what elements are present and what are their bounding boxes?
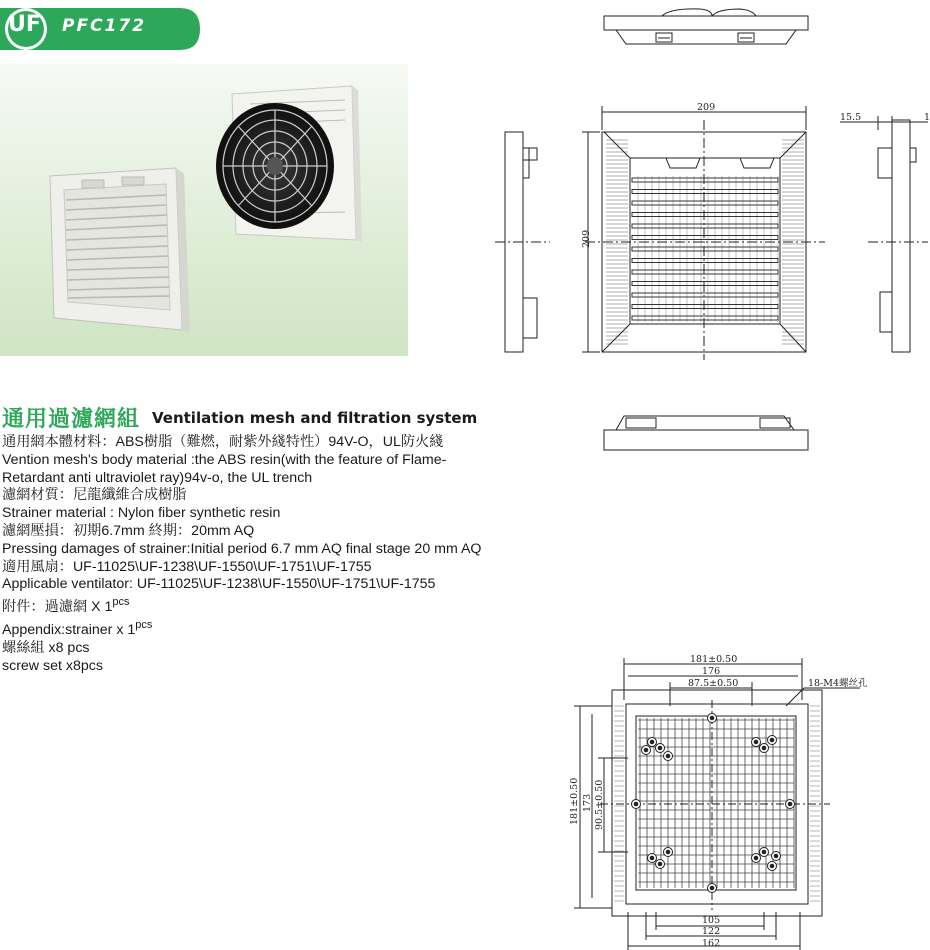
dim-cut-w-half: 87.5±0.50 — [688, 678, 739, 689]
left-side-drawing — [495, 132, 550, 352]
brand-logo: UF — [8, 12, 41, 37]
dim-cut-w176: 176 — [702, 666, 721, 677]
spec-line: Strainer material : Nylon fiber synthetic resin — [2, 505, 281, 522]
dim-cut-b105: 105 — [702, 915, 721, 926]
right-side-drawing — [840, 116, 928, 352]
dim-cut-b162: 162 — [702, 938, 721, 949]
dim-cut-h-half: 90.5±0.50 — [594, 779, 605, 830]
top-view-drawing — [604, 9, 808, 44]
spec-line: Applicable ventilator: UF-11025\UF-1238\UF-1550\UF-1751\UF-1755 — [2, 576, 436, 593]
title-english: Ventilation mesh and filtration system — [152, 409, 478, 427]
product-photo — [0, 64, 408, 356]
dim-width-label: 209 — [697, 102, 716, 113]
model-number: PFC172 — [62, 16, 147, 36]
spec-line: Retardant anti ultraviolet ray)94v-o, the UL trench — [2, 469, 313, 486]
appendix-cn: 附件：過濾網 X $1^{pcs}$ — [2, 596, 130, 616]
screws-en: screw set x8pcs — [2, 657, 103, 674]
technical-drawings — [480, 0, 930, 950]
dim-cut-w-outer: 181±0.50 — [690, 654, 738, 665]
title-chinese: 通用過濾網組 — [2, 407, 141, 432]
appendix-en: Appendix:strainer x $1^{pcs}$ — [2, 618, 153, 638]
dim-depth-extra-label: 1 — [924, 112, 930, 123]
dim-cut-hole-note: 18-M4螺丝孔 — [808, 678, 868, 689]
screws-cn: 螺絲組 x8 pcs — [2, 639, 90, 656]
dim-cut-b122: 122 — [702, 926, 721, 937]
spec-description — [2, 434, 562, 675]
dim-cut-h-outer: 181±0.50 — [569, 777, 580, 825]
dim-depth-label: 15.5 — [840, 112, 862, 123]
cutout-drawing — [574, 658, 860, 950]
bottom-view-drawing — [604, 416, 808, 450]
front-view-drawing — [582, 106, 825, 360]
spec-line: 濾網材質：尼龍纖維合成樹脂 — [2, 487, 187, 504]
spec-line: 濾網壓損：初期6.7mm 終期：20mm AQ — [2, 522, 255, 539]
spec-line: Vention mesh's body material :the ABS resin(with the feature of Flame- — [2, 451, 447, 468]
spec-line: Pressing damages of strainer:Initial period 6.7 mm AQ final stage 20 mm AQ — [2, 540, 482, 557]
spec-line: 通用網本體材料：ABS樹脂（難燃，耐紫外綫特性）94V-O，UL防火綫 — [2, 434, 444, 450]
spec-line: 適用風扇：UF-11025\UF-1238\UF-1550\UF-1751\UF-1755 — [2, 558, 372, 575]
dim-height-label: 209 — [581, 229, 592, 248]
dim-cut-h173: 173 — [582, 793, 593, 812]
